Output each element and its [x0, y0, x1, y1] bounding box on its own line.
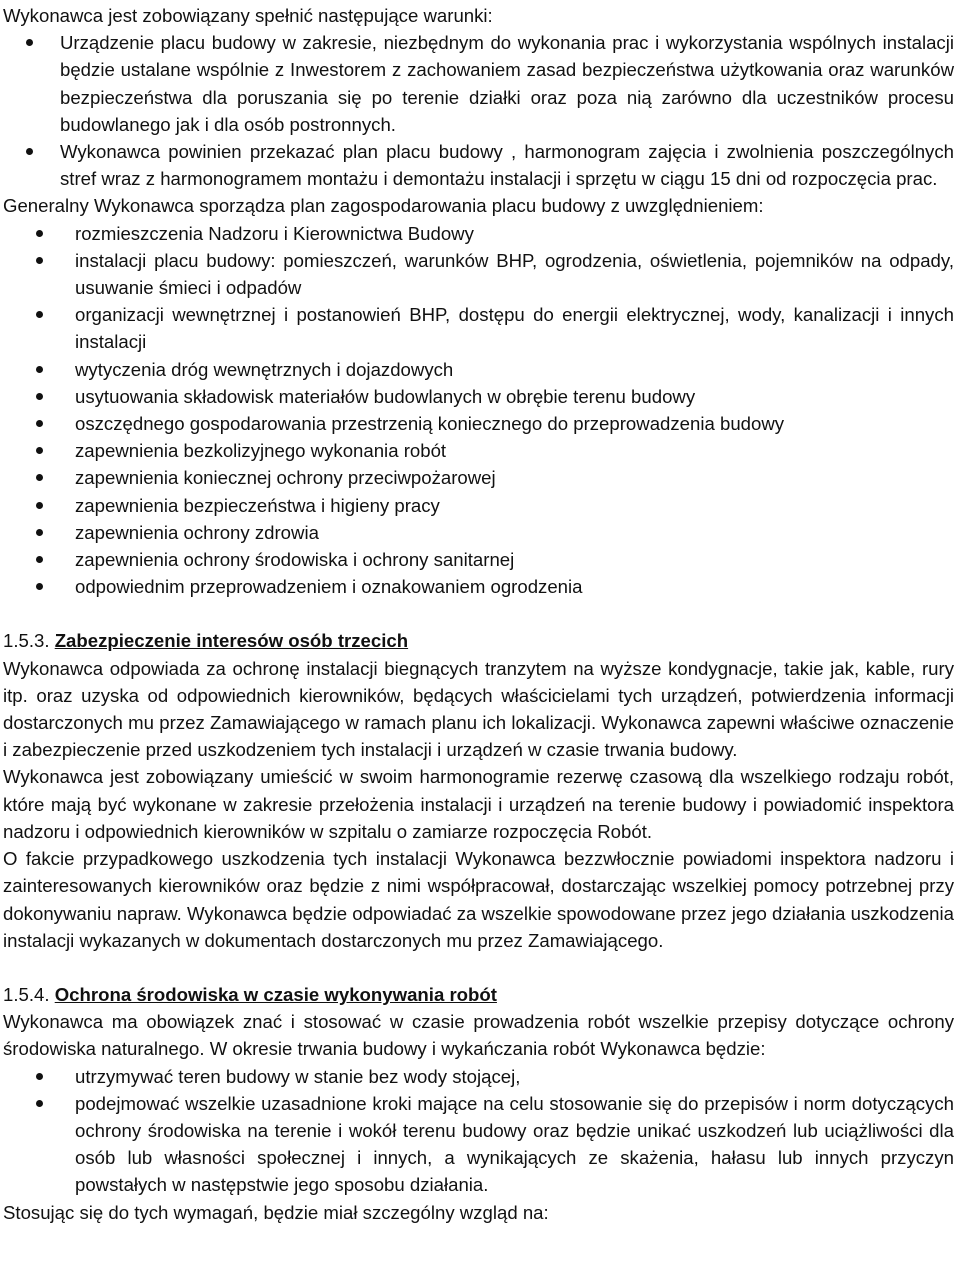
paragraph: Stosując się do tych wymagań, będzie miał szczególny wzgląd na:	[3, 1201, 549, 1223]
list-item: odpowiednim przeprowadzeniem i oznakowaniem ogrodzenia	[3, 573, 954, 600]
plan-list	[3, 220, 954, 601]
list-item: zapewnienia bezkolizyjnego wykonania robót	[3, 437, 954, 464]
section-number: 1.5.4.	[3, 983, 50, 1005]
paragraph: Wykonawca odpowiada za ochronę instalacji biegnących tranzytem na wyższe kondygnacje, takie jak, kable, rury itp. oraz uzyska od odpowiednich kierowników, będących właścicielami tych urządzeń, potwierdzenia informacji dostarczonych mu przez Zamawiającego w ramach planu ich lokalizacji. Wykonawca zapewni właściwe oznaczenie i zabezpieczenie przed uszkodzeniem tych instalacji i urządzeń w czasie trwania budowy.	[3, 657, 954, 761]
conditions-intro: Wykonawca jest zobowiązany spełnić następujące warunki:	[3, 5, 493, 26]
paragraph: O fakcie przypadkowego uszkodzenia tych instalacji Wykonawca bezzwłocznie powiadomi inspektora nadzoru i zainteresowanych kierowników oraz będzie z nimi współpracował, dostarczając wszelkiej pomocy potrzebnej przy dokonywaniu napraw. Wykonawca będzie odpowiadać za wszelkie spowodowane przez jego działania uszkodzenia instalacji wykazanych w dokumentach dostarczonych mu przez Zamawiającego.	[3, 848, 954, 951]
section-number: 1.5.3.	[3, 630, 50, 652]
list-item: utrzymywać teren budowy w stanie bez wody stojącej,	[3, 1063, 954, 1090]
list-item: zapewnienia ochrony zdrowia	[3, 519, 954, 546]
spacer	[3, 954, 954, 981]
list-item: zapewnienia ochrony środowiska i ochrony sanitarnej	[3, 546, 954, 573]
paragraph: Wykonawca ma obowiązek znać i stosować w czasie prowadzenia robót wszelkie przepisy dotyczące ochrony środowiska naturalnego. W okresie trwania budowy i wykańczania robót Wykonawca będzie:	[3, 1011, 954, 1060]
conditions-list	[3, 29, 954, 192]
spacer	[3, 600, 954, 627]
plan-intro: Generalny Wykonawca sporządza plan zagospodarowania placu budowy z uwzględnieniem:	[3, 195, 764, 217]
list-item: organizacji wewnętrznej i postanowień BHP, dostępu do energii elektrycznej, wody, kanalizacji i innych instalacji	[3, 301, 954, 355]
list-item: wytyczenia dróg wewnętrznych i dojazdowych	[3, 356, 954, 383]
section-heading-1-5-3	[3, 627, 954, 654]
list-item: oszczędnego gospodarowania przestrzenią koniecznego do przeprowadzenia budowy	[3, 410, 954, 437]
section-heading-1-5-4	[3, 981, 954, 1008]
list-item: Urządzenie placu budowy w zakresie, niezbędnym do wykonania prac i wykorzystania wspólnych instalacji będzie ustalane wspólnie z Inwestorem z zachowaniem zasad bezpieczeństwa użytkowania oraz warunków bezpieczeństwa dla poruszania się po terenie działki oraz poza nią zarówno dla uczestników procesu budowlanego jak i dla osób postronnych.	[3, 29, 954, 138]
section-title: Ochrona środowiska w czasie wykonywania robót	[54, 983, 497, 1005]
list-item: rozmieszczenia Nadzoru i Kierownictwa Budowy	[3, 220, 954, 247]
environment-list	[3, 1063, 954, 1199]
list-item: zapewnienia koniecznej ochrony przeciwpożarowej	[3, 464, 954, 491]
list-item: instalacji placu budowy: pomieszczeń, warunków BHP, ogrodzenia, oświetlenia, pojemników na odpady, usuwanie śmieci i odpadów	[3, 247, 954, 301]
list-item: podejmować wszelkie uzasadnione kroki mające na celu stosowanie się do przepisów i norm dotyczących ochrony środowiska na terenie i wokół terenu budowy oraz będzie unikać uszkodzeń lub uciążliwości dla osób lub własności społecznej i innych, a wynikających ze skażenia, hałasu lub innych przyczyn powstałych w następstwie jego sposobu działania.	[3, 1090, 954, 1199]
list-item: usytuowania składowisk materiałów budowlanych w obrębie terenu budowy	[3, 383, 954, 410]
section-title: Zabezpieczenie interesów osób trzecich	[54, 630, 409, 652]
list-item: Wykonawca powinien przekazać plan placu budowy , harmonogram zajęcia i zwolnienia poszczególnych stref wraz z harmonogramem montażu i demontażu instalacji i sprzętu w ciągu 15 dni od rozpoczęcia prac.	[3, 138, 954, 192]
list-item: zapewnienia bezpieczeństwa i higieny pracy	[3, 492, 954, 519]
paragraph: Wykonawca jest zobowiązany umieścić w swoim harmonogramie rezerwę czasową dla wszelkiego rodzaju robót, które mają być wykonane w zakresie przełożenia instalacji i urządzeń na terenie budowy i powiadomić inspektora nadzoru i odpowiednich kierowników w szpitalu o zamiarze rozpoczęcia Robót.	[3, 766, 954, 842]
